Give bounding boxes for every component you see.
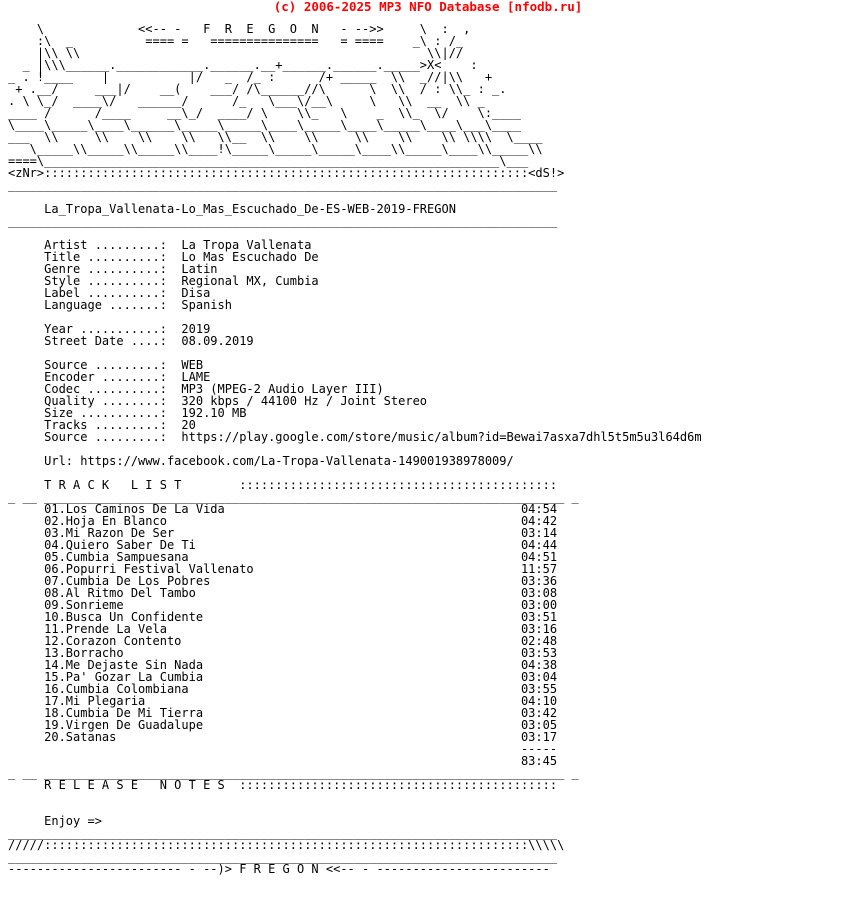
nfo-line: 14.Me Dejaste Sin Nada 04:38 <box>8 658 558 672</box>
nfo-line: _ __ ________________________________________________________________________ _ <box>8 490 579 504</box>
nfo-line: 83:45 <box>8 754 558 768</box>
nfo-line: Year ...........: 2019 <box>8 322 211 336</box>
nfo-line: ------------------------ - --)> F R E G O N <<-- - ------------------------ <box>8 862 550 876</box>
nfo-line: ____________________________________________________________________________ <box>8 850 558 864</box>
nfo-line: 15.Pa' Gozar La Cumbia 03:04 <box>8 670 558 684</box>
nfo-line: 11.Prende La Vela 03:16 <box>8 622 558 636</box>
nfo-line: ____________________________________________________________________________ <box>8 214 558 228</box>
nfo-line: Artist .........: La Tropa Vallenata <box>8 238 312 252</box>
nfo-line: 06.Popurri Festival Vallenato 11:57 <box>8 562 558 576</box>
nfo-line: 03.Mi Razon De Ser 03:14 <box>8 526 558 540</box>
nfo-line: 12.Corazon Contento 02:48 <box>8 634 558 648</box>
nfo-line: . \ \_/ ____\/ ______/ /_ \___\/__\ \ \\ __ \\ _ <box>8 94 485 108</box>
nfo-line: Street Date ....: 08.09.2019 <box>8 334 254 348</box>
nfo-line: 13.Borracho 03:53 <box>8 646 558 660</box>
nfo-line: 02.Hoja En Blanco 04:42 <box>8 514 558 528</box>
nfo-line: 18.Cumbia De Mi Tierra 03:42 <box>8 706 558 720</box>
nfo-line: + .__/ ___|/ __( ___/ /\______//\ \ \\ / : \\_ : _. <box>8 82 507 96</box>
nfo-line: 05.Cumbia Sampuesana 04:51 <box>8 550 558 564</box>
nfo-line: 08.Al Ritmo Del Tambo 03:08 <box>8 586 558 600</box>
nfo-line: R E L E A S E N O T E S :::::::::::::::::::::::::::::::::::::::::::: <box>8 778 558 792</box>
nfo-line: <zNr>:::::::::::::::::::::::::::::::::::::::::::::::::::::::::::::::::::<dS!> <box>8 166 565 180</box>
nfo-line: 20.Satanas 03:17 <box>8 730 558 744</box>
nfo-line: Encoder ........: LAME <box>8 370 211 384</box>
site-header: (c) 2006-2025 MP3 NFO Database [nfodb.ru] <box>273 0 583 14</box>
nfo-line: Language .......: Spanish <box>8 298 232 312</box>
nfo-line: 16.Cumbia Colombiana 03:55 <box>8 682 558 696</box>
nfo-line: \_____\\_____\\_____\\____!\_____\_____\_____\____\\_____\____\\_____\\ <box>8 142 543 156</box>
nfo-line: La_Tropa_Vallenata-Lo_Mas_Escuchado_De-ES-WEB-2019-FREGON <box>8 202 456 216</box>
nfo-line: Enjoy => <box>8 814 102 828</box>
nfo-line: _ __ ________________________________________________________________________ _ <box>8 766 579 780</box>
nfo-line: Source .........: https://play.google.com/store/music/album?id=Bewai7asxa7dhl5t5m5u3l64d6m <box>8 430 702 444</box>
nfo-line: _ |\\\______.____________.______.__+______.______._____>X< : <box>8 58 478 72</box>
nfo-line: T R A C K L I S T :::::::::::::::::::::::::::::::::::::::::::: <box>8 478 558 492</box>
nfo-line: |\\ \\ \\|// <box>8 46 464 60</box>
nfo-line: /////:::::::::::::::::::::::::::::::::::::::::::::::::::::::::::::::::::\\\\\ <box>8 838 565 852</box>
nfo-text-block <box>8 23 702 875</box>
nfo-line: 04.Quiero Saber De Ti 04:44 <box>8 538 558 552</box>
nfo-line: ____________________________________________________________________________ <box>8 178 558 192</box>
nfo-line: Label ..........: Disa <box>8 286 211 300</box>
nfo-line: _ . !____ | |/ _ /_ : /+ _____ \\ _//|\\ + <box>8 70 493 84</box>
nfo-line: 07.Cumbia De Los Pobres 03:36 <box>8 574 558 588</box>
nfo-line: Title ..........: Lo Mas Escuchado De <box>8 250 319 264</box>
nfo-line: \____\_____\____\______\_____\_____\____\_____\____\_____\____\___\____ <box>8 118 521 132</box>
nfo-line: ----- <box>8 742 558 756</box>
nfo-line: 09.Sonrieme 03:00 <box>8 598 558 612</box>
nfo-line: ____________________________________________________________________________ <box>8 826 558 840</box>
nfo-line: Style ..........: Regional MX, Cumbia <box>8 274 319 288</box>
nfo-line: Tracks .........: 20 <box>8 418 196 432</box>
nfo-line: Quality ........: 320 kbps / 44100 Hz / Joint Stereo <box>8 394 428 408</box>
nfo-line: 17.Mi Plegaria 04:10 <box>8 694 558 708</box>
nfo-line: Size ...........: 192.10 MB <box>8 406 247 420</box>
nfo-line <box>8 803 702 815</box>
nfo-line: :\ _ ==== = =============== = ==== _\ : /_ <box>8 34 464 48</box>
nfo-line: Codec ..........: MP3 (MPEG-2 Audio Layer III) <box>8 382 384 396</box>
nfo-line: Url: https://www.facebook.com/La-Tropa-Vallenata-149001938978009/ <box>8 454 514 468</box>
nfo-line: Genre ..........: Latin <box>8 262 218 276</box>
nfo-line: \ <<-- - F R E G O N - -->> \ : , <box>8 22 471 36</box>
nfo-line: ___ \\ \\ \\ \\ \\__ \\ \\ \\ \\ \\ \\\\ \____ <box>8 130 543 144</box>
nfo-line: 10.Busca Un Confidente 03:51 <box>8 610 558 624</box>
nfo-line: ====\_______________________________________________________________\___ <box>8 154 529 168</box>
nfo-line <box>8 791 702 803</box>
nfo-line: 19.Virgen De Guadalupe 03:05 <box>8 718 558 732</box>
nfo-line: 01.Los Caminos De La Vida 04:54 <box>8 502 558 516</box>
nfo-line: ____ / /____ __\_/ ____/ \ \\_ \ _ \\_ \/ \:____ <box>8 106 521 120</box>
nfo-line: Source .........: WEB <box>8 358 204 372</box>
